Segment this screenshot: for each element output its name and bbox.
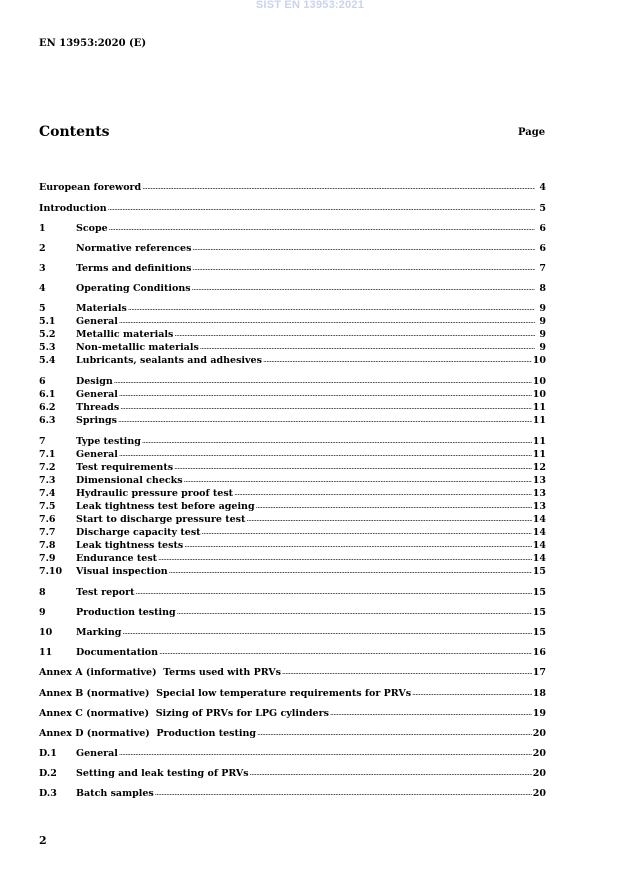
toc-entry-page: 13 [532, 475, 546, 486]
toc-entry-page: 8 [539, 283, 546, 294]
toc-entry[interactable] [39, 627, 546, 639]
toc-leader-dots [122, 626, 531, 638]
toc-entry-page: 11 [532, 415, 546, 426]
toc-entry-number: 7.3 [39, 475, 56, 486]
toc-entry[interactable] [39, 514, 546, 526]
toc-entry-page: 4 [539, 182, 546, 193]
toc-entry-number: 9 [39, 607, 46, 618]
toc-entry-page: 20 [532, 768, 546, 779]
toc-entry-number: 3 [39, 263, 46, 274]
toc-entry[interactable] [39, 182, 546, 194]
toc-leader-dots [108, 202, 535, 214]
toc-entry[interactable] [39, 243, 546, 255]
toc-entry-page: 20 [532, 788, 546, 799]
toc-entry-title: Introduction [39, 203, 107, 214]
toc-leader-dots [250, 767, 532, 779]
toc-entry-page: 15 [532, 566, 546, 577]
toc-entry-page: 9 [539, 342, 546, 353]
toc-entry-title: Metallic materials [76, 329, 174, 340]
toc-entry-number: 6.1 [39, 389, 56, 400]
toc-entry[interactable] [39, 527, 546, 539]
toc-entry[interactable] [39, 316, 546, 328]
toc-entry[interactable] [39, 402, 546, 414]
toc-leader-dots [169, 565, 532, 577]
toc-entry[interactable] [39, 329, 546, 341]
toc-entry-number: 7.9 [39, 553, 56, 564]
toc-entry-number: 7.1 [39, 449, 56, 460]
toc-entry[interactable] [39, 647, 546, 659]
toc-entry-page: 9 [539, 316, 546, 327]
toc-entry-number: 5.3 [39, 342, 56, 353]
toc-entry-title: Threads [76, 402, 120, 413]
toc-entry-number: D.1 [39, 748, 57, 759]
toc-leader-dots [234, 487, 532, 499]
toc-entry-title: Springs [76, 415, 118, 426]
toc-leader-dots [202, 526, 532, 538]
toc-leader-dots [120, 401, 532, 413]
toc-entry-title: Test requirements [76, 462, 174, 473]
toc-entry-page: 12 [532, 462, 546, 473]
toc-entry-title: General [76, 389, 118, 400]
toc-entry-title: Normative references [76, 243, 192, 254]
toc-leader-dots [109, 222, 535, 234]
toc-entry[interactable] [39, 748, 546, 760]
toc-leader-dots [142, 435, 532, 447]
toc-entry-page: 14 [532, 527, 546, 538]
toc-entry[interactable] [39, 566, 546, 578]
toc-entry-title: Lubricants, sealants and adhesives [76, 355, 262, 366]
toc-entry[interactable] [39, 667, 546, 679]
page-column-label: Page [518, 127, 546, 138]
toc-entry-title: Materials [76, 303, 127, 314]
toc-entry[interactable] [39, 223, 546, 235]
toc-entry[interactable] [39, 587, 546, 599]
toc-entry[interactable] [39, 203, 546, 215]
toc-leader-dots [119, 315, 535, 327]
toc-entry-title: Batch samples [76, 788, 154, 799]
toc-entry[interactable] [39, 389, 546, 401]
toc-leader-dots [200, 341, 535, 353]
toc-entry[interactable] [39, 355, 546, 367]
toc-entry-page: 15 [532, 607, 546, 618]
toc-entry-title: General [76, 449, 118, 460]
toc-entry-number: 1 [39, 223, 46, 234]
toc-leader-dots [142, 181, 535, 193]
toc-entry-title: Design [76, 376, 113, 387]
toc-entry-number: D.2 [39, 768, 57, 779]
toc-entry-title: European foreword [39, 182, 142, 193]
toc-entry[interactable] [39, 501, 546, 513]
toc-entry[interactable] [39, 415, 546, 427]
toc-entry-number: 4 [39, 283, 46, 294]
toc-entry-title: Terms and definitions [76, 263, 192, 274]
toc-entry-page: 11 [532, 449, 546, 460]
toc-leader-dots [136, 586, 532, 598]
toc-entry-page: 18 [532, 688, 546, 699]
toc-entry-number: 7.6 [39, 514, 56, 525]
toc-leader-dots [128, 302, 535, 314]
toc-entry-title: Hydraulic pressure proof test [76, 488, 234, 499]
toc-leader-dots [246, 513, 531, 525]
toc-entry-page: 16 [532, 647, 546, 658]
toc-entry-number: 7.7 [39, 527, 56, 538]
toc-entry[interactable] [39, 303, 546, 315]
toc-entry[interactable] [39, 462, 546, 474]
toc-entry-number: 10 [39, 627, 53, 638]
toc-leader-dots [119, 448, 532, 460]
toc-leader-dots [330, 707, 532, 719]
toc-entry-title: Production testing [76, 607, 176, 618]
toc-entry-title: Visual inspection [76, 566, 168, 577]
toc-leader-dots [282, 666, 532, 678]
toc-entry-page: 19 [532, 708, 546, 719]
toc-entry-number: 5 [39, 303, 46, 314]
watermark: SIST EN 13953:2021 [255, 0, 365, 11]
toc-entry-title: General [76, 748, 118, 759]
toc-entry[interactable] [39, 607, 546, 619]
toc-entry[interactable] [39, 376, 546, 388]
toc-entry-page: 20 [532, 728, 546, 739]
toc-entry-title: General [76, 316, 118, 327]
toc-leader-dots [184, 474, 532, 486]
toc-entry-number: 2 [39, 243, 46, 254]
toc-entry-page: 20 [532, 748, 546, 759]
toc-leader-dots [118, 414, 532, 426]
toc-entry-number: 7.4 [39, 488, 56, 499]
toc-leader-dots [174, 461, 532, 473]
toc-entry-page: 14 [532, 540, 546, 551]
toc-leader-dots [158, 552, 532, 564]
toc-entry-title: Setting and leak testing of PRVs [76, 768, 249, 779]
toc-leader-dots [184, 539, 532, 551]
toc-entry-number: 7.5 [39, 501, 56, 512]
toc-entry-number: 7.10 [39, 566, 63, 577]
toc-entry-title: Type testing [76, 436, 141, 447]
toc-entry-number: 7.8 [39, 540, 56, 551]
toc-entry-title: Operating Conditions [76, 283, 191, 294]
toc-entry-number: 11 [39, 647, 53, 658]
toc-entry-page: 7 [539, 263, 546, 274]
toc-entry[interactable] [39, 475, 546, 487]
toc-entry-number: 8 [39, 587, 46, 598]
toc-entry-title: Marking [76, 627, 122, 638]
toc-entry-page: 15 [532, 627, 546, 638]
toc-entry-page: 6 [539, 243, 546, 254]
toc-entry[interactable] [39, 449, 546, 461]
toc-entry-title: Endurance test [76, 553, 158, 564]
toc-entry-title: Annex C (normative) Sizing of PRVs for LPG cylinders [39, 708, 329, 719]
toc-entry-page: 13 [532, 488, 546, 499]
toc-entry-number: 5.2 [39, 329, 56, 340]
toc-entry[interactable] [39, 342, 546, 354]
toc-leader-dots [114, 375, 532, 387]
toc-entry[interactable] [39, 263, 546, 275]
toc-entry-title: Discharge capacity test [76, 527, 201, 538]
toc-entry[interactable] [39, 283, 546, 295]
toc-entry-page: 6 [539, 223, 546, 234]
toc-leader-dots [192, 262, 535, 274]
toc-entry-title: Annex B (normative) Special low temperature requirements for PRVs [39, 688, 412, 699]
toc-entry-page: 10 [532, 389, 546, 400]
toc-leader-dots [119, 388, 532, 400]
toc-leader-dots [192, 282, 535, 294]
toc-entry[interactable] [39, 488, 546, 500]
toc-entry-title: Documentation [76, 647, 159, 658]
page-title: Contents [39, 124, 110, 140]
toc-entry-title: Scope [76, 223, 108, 234]
toc-entry-title: Annex A (informative) Terms used with PRVs [39, 667, 281, 678]
toc-entry-page: 11 [532, 402, 546, 413]
toc-entry[interactable] [39, 436, 546, 448]
toc-entry-page: 15 [532, 587, 546, 598]
toc-entry[interactable] [39, 768, 546, 780]
toc-entry-page: 14 [532, 553, 546, 564]
toc-entry[interactable] [39, 788, 546, 800]
toc-entry-number: 6 [39, 376, 46, 387]
toc-leader-dots [177, 606, 532, 618]
toc-entry-page: 13 [532, 501, 546, 512]
toc-entry-title: Annex D (normative) Production testing [39, 728, 257, 739]
toc-entry-page: 5 [539, 203, 546, 214]
toc-leader-dots [256, 500, 532, 512]
toc-entry-page: 10 [532, 355, 546, 366]
toc-entry-title: Dimensional checks [76, 475, 183, 486]
toc-entry-number: 6.2 [39, 402, 56, 413]
toc-entry[interactable] [39, 540, 546, 552]
toc-leader-dots [257, 727, 532, 739]
toc-entry-title: Leak tightness tests [76, 540, 184, 551]
toc-entry-page: 14 [532, 514, 546, 525]
toc-leader-dots [412, 687, 532, 699]
toc-entry-number: 7.2 [39, 462, 56, 473]
toc-entry-number: 5.4 [39, 355, 56, 366]
toc-entry-page: 10 [532, 376, 546, 387]
toc-entry-title: Test report [76, 587, 135, 598]
toc-entry-page: 17 [532, 667, 546, 678]
toc-entry-number: 5.1 [39, 316, 56, 327]
toc-entry-page: 9 [539, 303, 546, 314]
toc-entry-title: Non-metallic materials [76, 342, 199, 353]
toc-leader-dots [263, 354, 532, 366]
footer-page-number: 2 [39, 834, 47, 847]
toc-entry-page: 11 [532, 436, 546, 447]
toc-entry-title: Leak tightness test before ageing [76, 501, 255, 512]
document-id: EN 13953:2020 (E) [39, 38, 147, 49]
toc-entry-page: 9 [539, 329, 546, 340]
toc-leader-dots [174, 328, 535, 340]
toc-entry[interactable] [39, 708, 546, 720]
toc-entry-title: Start to discharge pressure test [76, 514, 246, 525]
toc-leader-dots [119, 747, 532, 759]
toc-leader-dots [155, 787, 532, 799]
toc-entry-number: 7 [39, 436, 46, 447]
toc-leader-dots [159, 646, 532, 658]
toc-entry-number: D.3 [39, 788, 57, 799]
toc-entry-number: 6.3 [39, 415, 56, 426]
toc-entry[interactable] [39, 688, 546, 700]
toc-entry[interactable] [39, 728, 546, 740]
toc-leader-dots [192, 242, 535, 254]
toc-entry[interactable] [39, 553, 546, 565]
